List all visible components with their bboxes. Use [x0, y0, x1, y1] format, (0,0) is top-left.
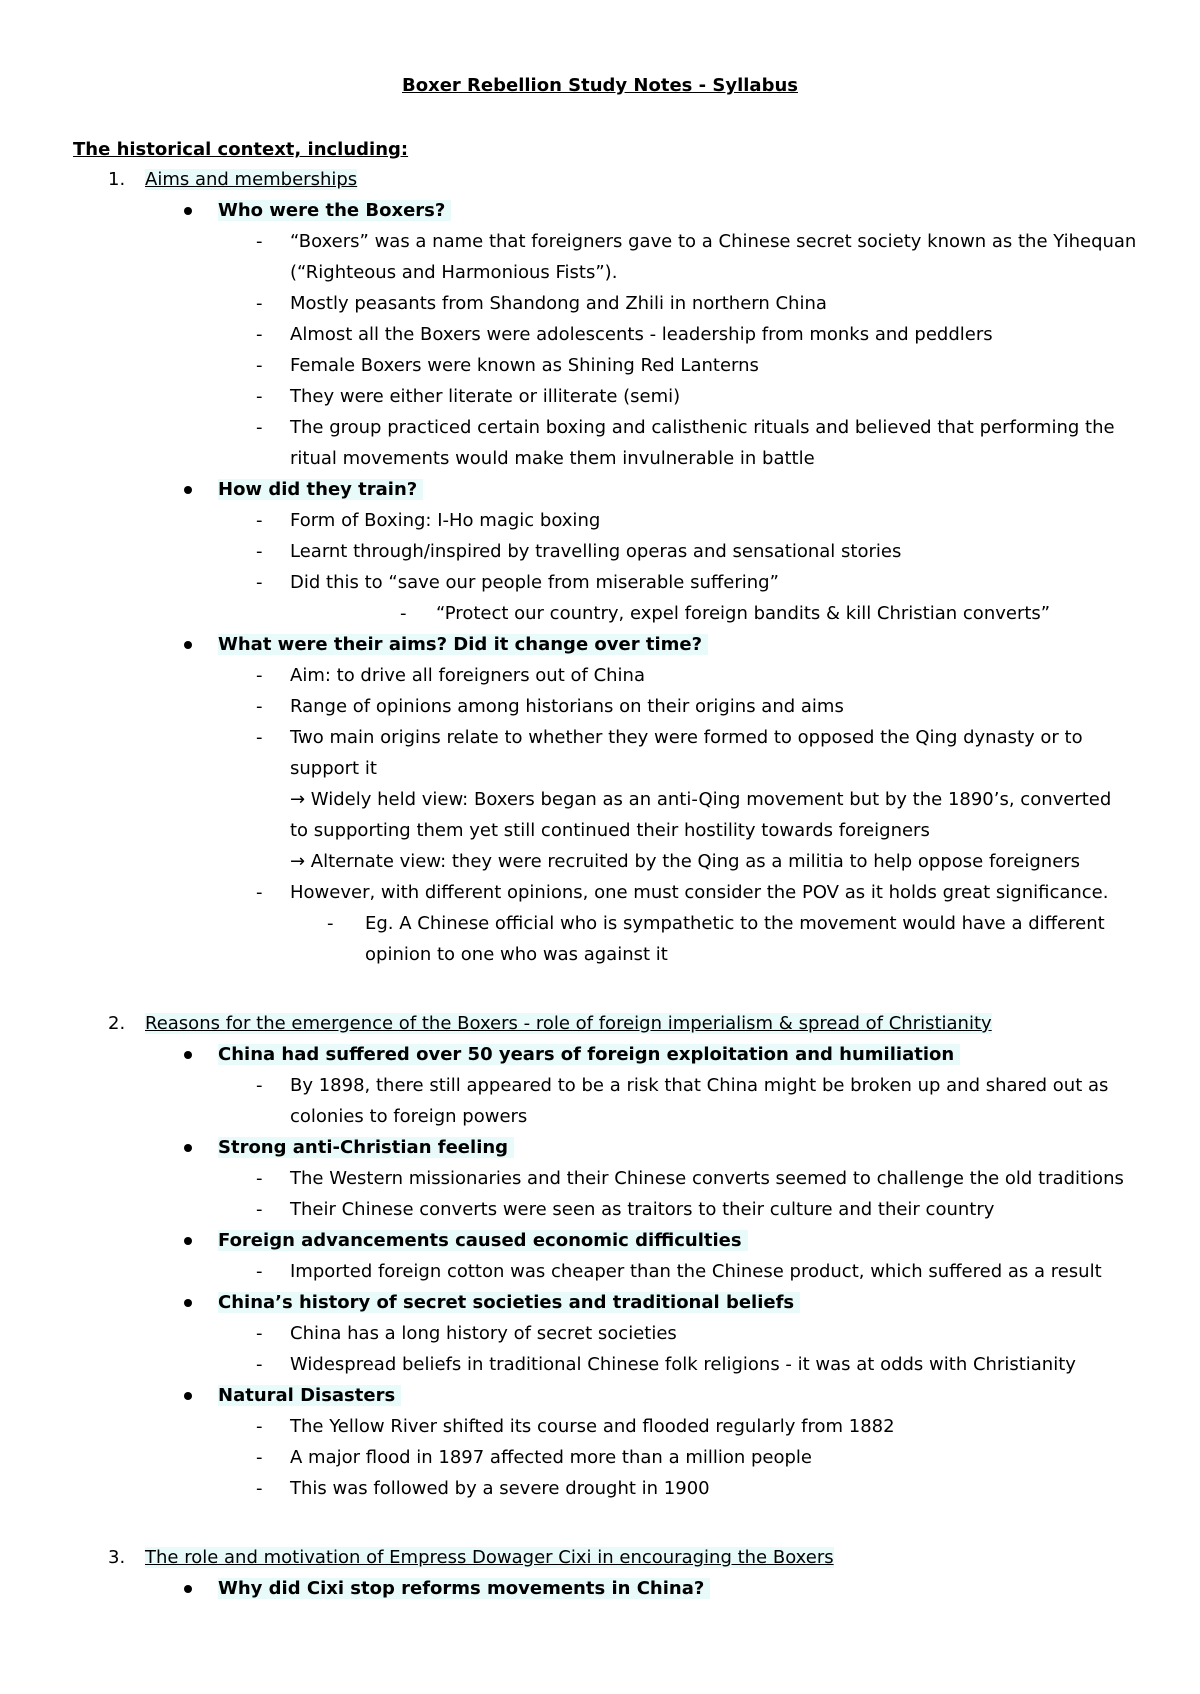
list-item: This was followed by a severe drought in 1900	[290, 1478, 710, 1499]
list-item: Widespread beliefs in traditional Chinese folk religions - it was at odds with Christianity	[290, 1354, 1076, 1375]
bullet-icon	[184, 1051, 192, 1059]
dash-marker: -	[256, 231, 263, 252]
dash-marker: -	[256, 1199, 263, 1220]
arrow-note: → Widely held view: Boxers began as an anti-Qing movement but by the 1890’s, converted	[290, 789, 1112, 810]
subheading: Natural Disasters	[218, 1384, 401, 1408]
section-title: Reasons for the emergence of the Boxers - role of foreign imperialism & spread of Christianity	[145, 1013, 992, 1034]
bullet-icon	[184, 1585, 192, 1593]
dash-marker: -	[256, 355, 263, 376]
subheading: How did they train?	[218, 478, 423, 502]
dash-marker: -	[256, 727, 263, 748]
list-item: By 1898, there still appeared to be a risk that China might be broken up and shared out as	[290, 1075, 1109, 1096]
list-item-continued: ritual movements would make them invulnerable in battle	[290, 448, 815, 469]
list-item: Their Chinese converts were seen as traitors to their culture and their country	[290, 1199, 995, 1220]
bullet-icon	[184, 1144, 192, 1152]
dash-marker: -	[256, 386, 263, 407]
list-item: Almost all the Boxers were adolescents - leadership from monks and peddlers	[290, 324, 993, 345]
dash-marker: -	[256, 1168, 263, 1189]
dash-marker: -	[256, 510, 263, 531]
bullet-icon	[184, 207, 192, 215]
subheading: China’s history of secret societies and traditional beliefs	[218, 1291, 800, 1315]
list-item: The Yellow River shifted its course and flooded regularly from 1882	[290, 1416, 895, 1437]
dash-marker: -	[256, 696, 263, 717]
dash-marker: -	[256, 1447, 263, 1468]
dash-marker: -	[256, 541, 263, 562]
section-title: Aims and memberships	[145, 169, 358, 190]
dash-marker: -	[256, 1323, 263, 1344]
list-item: China has a long history of secret societies	[290, 1323, 677, 1344]
dash-marker: -	[256, 417, 263, 438]
subheading: Strong anti-Christian feeling	[218, 1136, 514, 1160]
nested-list-item-continued: opinion to one who was against it	[365, 944, 668, 965]
bullet-icon	[184, 1392, 192, 1400]
list-item: Imported foreign cotton was cheaper than the Chinese product, which suffered as a result	[290, 1261, 1102, 1282]
dash-marker: -	[256, 572, 263, 593]
list-item: Learnt through/inspired by travelling operas and sensational stories	[290, 541, 902, 562]
list-item: The group practiced certain boxing and calisthenic rituals and believed that performing the	[290, 417, 1115, 438]
section-number: 3.	[108, 1547, 126, 1568]
list-item-continued: colonies to foreign powers	[290, 1106, 528, 1127]
list-item: Range of opinions among historians on their origins and aims	[290, 696, 844, 717]
nested-list-item: “Protect our country, expel foreign bandits & kill Christian converts”	[436, 603, 1051, 624]
dash-marker: -	[256, 665, 263, 686]
bullet-icon	[184, 1299, 192, 1307]
list-item: However, with different opinions, one must consider the POV as it holds great significance.	[290, 882, 1109, 903]
section-number: 2.	[108, 1013, 126, 1034]
dash-marker: -	[327, 913, 334, 934]
list-item-continued: support it	[290, 758, 377, 779]
bullet-icon	[184, 641, 192, 649]
dash-marker: -	[256, 1478, 263, 1499]
list-item: The Western missionaries and their Chinese converts seemed to challenge the old traditions	[290, 1168, 1124, 1189]
list-item: Form of Boxing: I-Ho magic boxing	[290, 510, 601, 531]
bullet-icon	[184, 1237, 192, 1245]
bullet-icon	[184, 486, 192, 494]
list-item: Two main origins relate to whether they were formed to opposed the Qing dynasty or to	[290, 727, 1083, 748]
list-item-continued: (“Righteous and Harmonious Fists”).	[290, 262, 618, 283]
dash-marker: -	[256, 324, 263, 345]
list-item: Aim: to drive all foreigners out of China	[290, 665, 645, 686]
arrow-note-continued: to supporting them yet still continued their hostility towards foreigners	[290, 820, 930, 841]
context-heading: The historical context, including:	[73, 139, 409, 160]
arrow-note: → Alternate view: they were recruited by the Qing as a militia to help oppose foreigners	[290, 851, 1081, 872]
list-item: “Boxers” was a name that foreigners gave to a Chinese secret society known as the Yihequan	[290, 231, 1137, 252]
subheading: China had suffered over 50 years of foreign exploitation and humiliation	[218, 1043, 960, 1067]
dash-marker: -	[256, 882, 263, 903]
list-item: Female Boxers were known as Shining Red Lanterns	[290, 355, 759, 376]
list-item: Did this to “save our people from miserable suffering”	[290, 572, 779, 593]
nested-list-item: Eg. A Chinese official who is sympathetic to the movement would have a different	[365, 913, 1105, 934]
subheading: What were their aims? Did it change over time?	[218, 633, 708, 657]
dash-marker: -	[400, 603, 407, 624]
document-title: Boxer Rebellion Study Notes - Syllabus	[402, 75, 798, 96]
section-title: The role and motivation of Empress Dowager Cixi in encouraging the Boxers	[145, 1547, 834, 1568]
list-item: A major flood in 1897 affected more than a million people	[290, 1447, 813, 1468]
dash-marker: -	[256, 1075, 263, 1096]
section-number: 1.	[108, 169, 126, 190]
list-item: Mostly peasants from Shandong and Zhili in northern China	[290, 293, 827, 314]
dash-marker: -	[256, 1416, 263, 1437]
dash-marker: -	[256, 293, 263, 314]
subheading: Why did Cixi stop reforms movements in China?	[218, 1577, 710, 1601]
subheading: Who were the Boxers?	[218, 199, 451, 223]
dash-marker: -	[256, 1354, 263, 1375]
subheading: Foreign advancements caused economic difficulties	[218, 1229, 748, 1253]
list-item: They were either literate or illiterate (semi)	[290, 386, 681, 407]
dash-marker: -	[256, 1261, 263, 1282]
